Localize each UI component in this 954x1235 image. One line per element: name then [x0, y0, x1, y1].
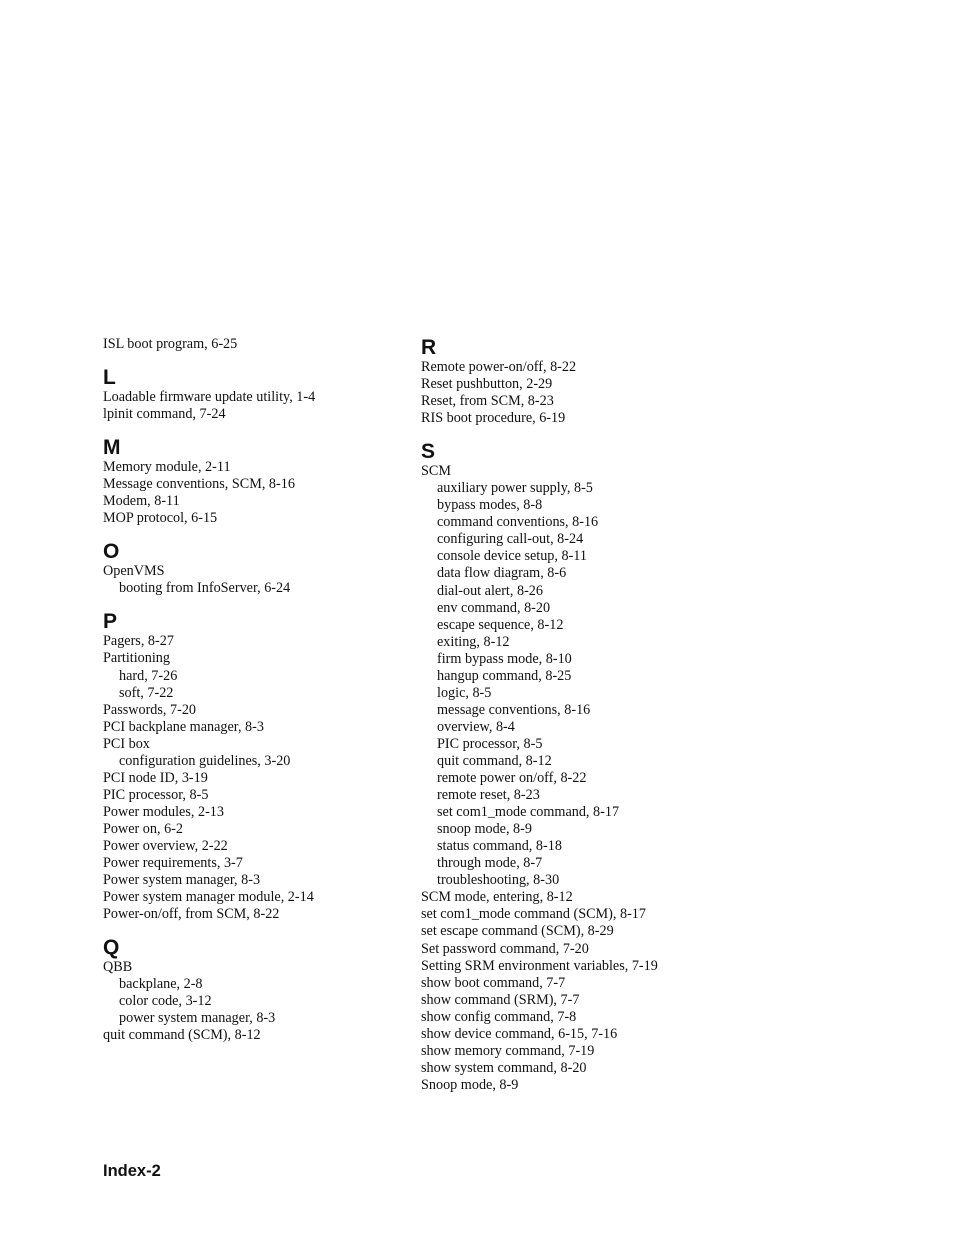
index-entry: Message conventions, SCM, 8-16 [103, 476, 295, 493]
index-entry: show config command, 7-8 [421, 1008, 577, 1025]
index-entry: quit command (SCM), 8-12 [103, 1027, 261, 1044]
index-entry: show boot command, 7-7 [421, 974, 566, 991]
index-subentry: booting from InfoServer, 6-24 [119, 580, 291, 597]
index-subentry: data flow diagram, 8-6 [437, 565, 567, 582]
index-entry: PCI backplane manager, 8-3 [103, 718, 264, 735]
index-subentry: configuring call-out, 8-24 [437, 531, 584, 548]
index-subentry: snoop mode, 8-9 [437, 821, 532, 838]
index-subentry: color code, 3-12 [119, 993, 212, 1010]
index-subentry: power system manager, 8-3 [119, 1010, 276, 1027]
index-subentry: hangup command, 8-25 [437, 667, 572, 684]
index-subentry: env command, 8-20 [437, 599, 551, 616]
page-number: Index-2 [103, 1162, 161, 1180]
index-subentry: troubleshooting, 8-30 [437, 872, 560, 889]
index-entry: set com1_mode command (SCM), 8-17 [421, 906, 646, 923]
index-entry: Passwords, 7-20 [103, 701, 197, 718]
index-subentry: dial-out alert, 8-26 [437, 582, 543, 599]
index-entry: show device command, 6-15, 7-16 [421, 1025, 618, 1042]
index-entry: Reset, from SCM, 8-23 [421, 393, 554, 410]
index-subentry: message conventions, 8-16 [437, 701, 591, 718]
index-entry: SCM [421, 463, 451, 480]
index-entry: Power system manager, 8-3 [103, 872, 261, 889]
index-entry: Memory module, 2-11 [103, 459, 231, 476]
index-letter-q: Q [103, 936, 120, 960]
index-letter-m: M [103, 436, 121, 460]
index-subentry: auxiliary power supply, 8-5 [437, 480, 593, 497]
index-subentry: firm bypass mode, 8-10 [437, 650, 572, 667]
index-entry: lpinit command, 7-24 [103, 406, 226, 423]
index-subentry: quit command, 8-12 [437, 752, 552, 769]
index-entry: Set password command, 7-20 [421, 940, 589, 957]
index-subentry: logic, 8-5 [437, 684, 492, 701]
index-entry: Modem, 8-11 [103, 493, 180, 510]
index-entry: Power-on/off, from SCM, 8-22 [103, 906, 280, 923]
index-entry: Pagers, 8-27 [103, 633, 174, 650]
index-subentry: PIC processor, 8-5 [437, 735, 543, 752]
index-letter-p: P [103, 610, 118, 634]
index-letter-l: L [103, 366, 116, 390]
index-subentry: hard, 7-26 [119, 667, 178, 684]
index-entry: PIC processor, 8-5 [103, 786, 209, 803]
index-entry: Power modules, 2-13 [103, 803, 224, 820]
index-entry: set escape command (SCM), 8-29 [421, 923, 614, 940]
index-entry: Loadable firmware update utility, 1-4 [103, 389, 316, 406]
index-right-column [421, 336, 721, 1094]
index-entry: PCI node ID, 3-19 [103, 769, 208, 786]
index-entry: Remote power-on/off, 8-22 [421, 359, 577, 375]
index-subentry: backplane, 2-8 [119, 976, 203, 993]
index-entry: QBB [103, 959, 133, 976]
index-subentry: configuration guidelines, 3-20 [119, 752, 291, 769]
index-subentry: status command, 8-18 [437, 838, 562, 855]
index-subentry: set com1_mode command, 8-17 [437, 804, 620, 821]
index-subentry: soft, 7-22 [119, 684, 174, 701]
index-subentry: console device setup, 8-11 [437, 548, 587, 565]
index-subentry: command conventions, 8-16 [437, 514, 599, 531]
index-entry: ISL boot program, 6-25 [103, 336, 238, 352]
index-entry: show system command, 8-20 [421, 1059, 587, 1076]
index-letter-s: S [421, 440, 436, 464]
index-entry: Reset pushbutton, 2-29 [421, 376, 553, 393]
index-subentry: exiting, 8-12 [437, 633, 510, 650]
index-subentry: bypass modes, 8-8 [437, 497, 543, 514]
index-subentry: through mode, 8-7 [437, 855, 543, 872]
index-subentry: remote reset, 8-23 [437, 787, 540, 804]
index-entry: show command (SRM), 7-7 [421, 991, 580, 1008]
index-letter-o: O [103, 540, 120, 564]
index-subentry: overview, 8-4 [437, 718, 515, 735]
index-entry: RIS boot procedure, 6-19 [421, 410, 566, 427]
index-letter-r: R [421, 336, 437, 359]
index-entry: SCM mode, entering, 8-12 [421, 889, 573, 906]
index-entry-wrapped: Setting SRM environment variables, 7-19 [421, 957, 658, 974]
index-entry: OpenVMS [103, 563, 165, 580]
index-entry: Power on, 6-2 [103, 820, 183, 837]
index-left-column [103, 336, 403, 1044]
index-entry: Partitioning [103, 650, 170, 667]
index-subentry: escape sequence, 8-12 [437, 616, 564, 633]
index-entry: PCI box [103, 735, 150, 752]
index-entry: Power system manager module, 2-14 [103, 889, 314, 906]
index-subentry: remote power on/off, 8-22 [437, 770, 587, 787]
index-entry: Power overview, 2-22 [103, 837, 228, 854]
index-entry: MOP protocol, 6-15 [103, 510, 218, 527]
index-entry: show memory command, 7-19 [421, 1042, 595, 1059]
index-entry: Snoop mode, 8-9 [421, 1076, 519, 1093]
index-entry: Power requirements, 3-7 [103, 855, 243, 872]
